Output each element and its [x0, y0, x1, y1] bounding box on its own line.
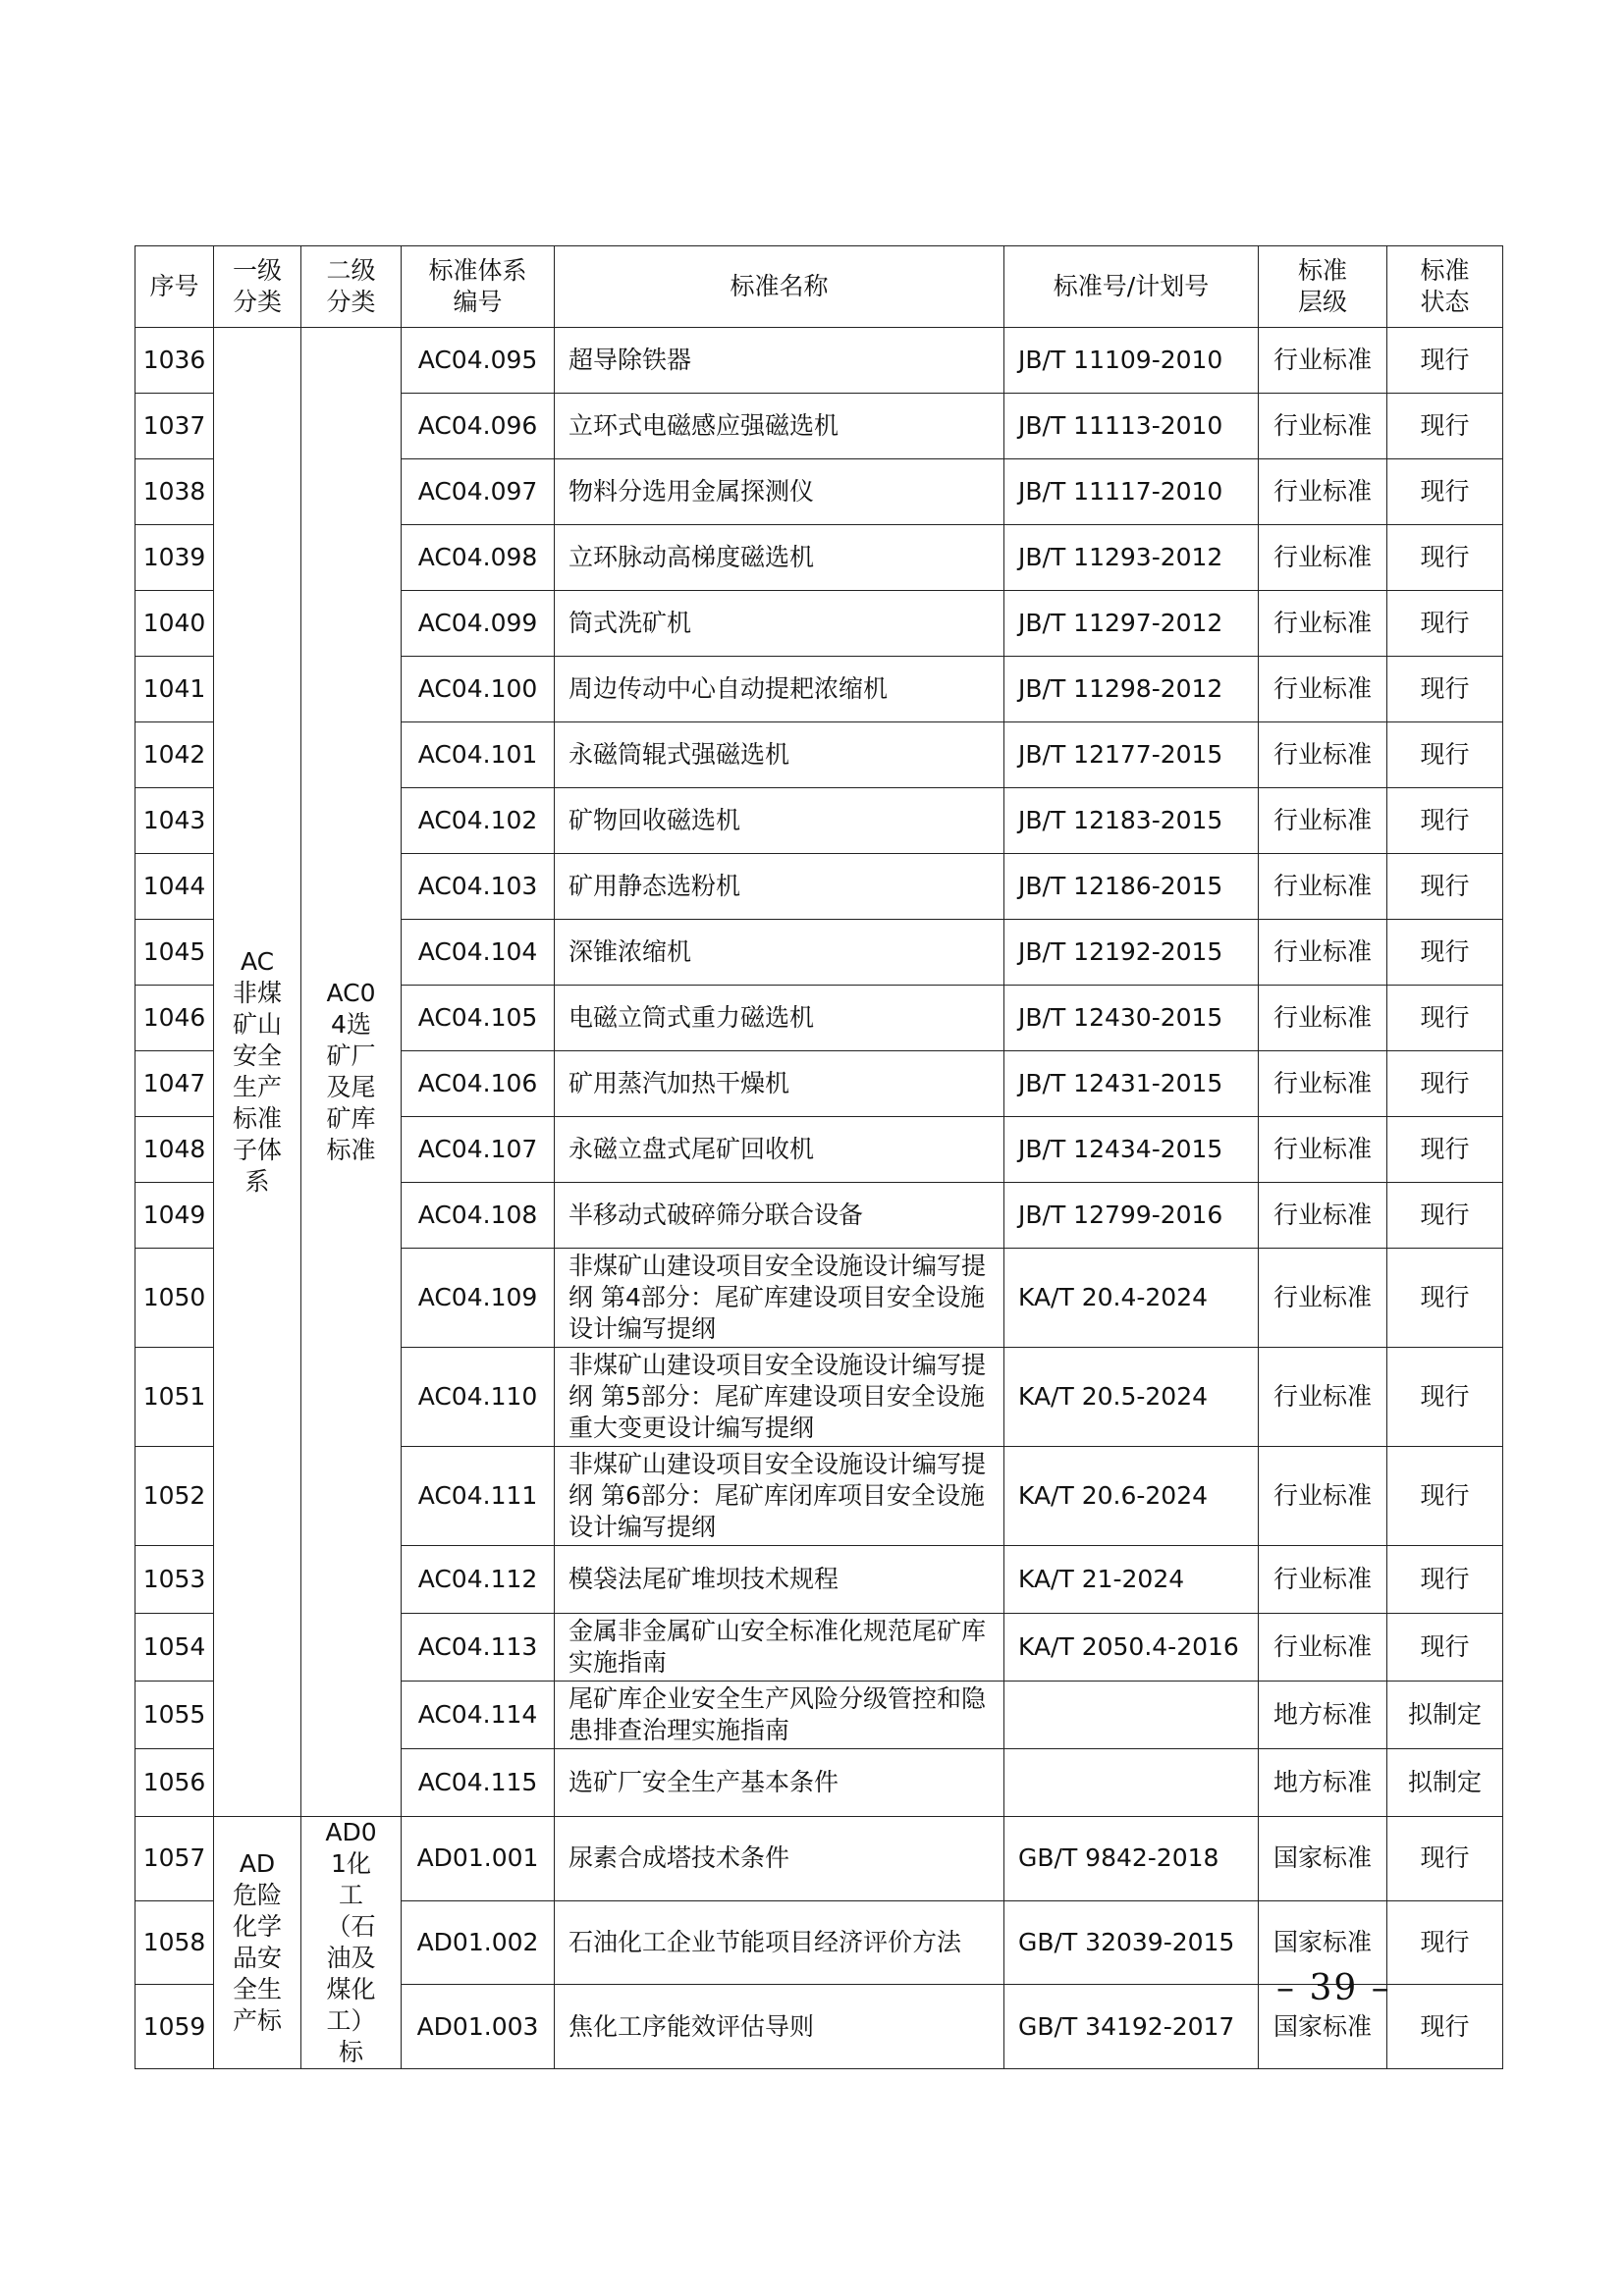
header-level2: 二级分类	[301, 246, 402, 328]
standard-number-cell: JB/T 11117-2010	[1004, 459, 1259, 525]
standard-level-cell: 行业标准	[1259, 1249, 1387, 1348]
system-code-cell: AC04.099	[402, 591, 555, 657]
system-code-cell: AC04.103	[402, 854, 555, 920]
seq-cell: 1051	[135, 1348, 214, 1447]
level1-category-cell	[214, 1817, 301, 2069]
standard-name-cell: 尾矿库企业安全生产风险分级管控和隐患排查治理实施指南	[555, 1682, 1004, 1749]
standard-name-cell: 尿素合成塔技术条件	[555, 1817, 1004, 1901]
standard-status-cell: 现行	[1387, 1985, 1503, 2069]
standard-level-cell: 行业标准	[1259, 591, 1387, 657]
standard-status-cell: 现行	[1387, 788, 1503, 854]
standard-name-cell: 筒式洗矿机	[555, 591, 1004, 657]
standard-status-cell: 现行	[1387, 1614, 1503, 1682]
system-code-cell: AC04.096	[402, 394, 555, 459]
system-code-cell: AC04.112	[402, 1546, 555, 1614]
system-code-cell: AC04.111	[402, 1447, 555, 1546]
standard-status-cell: 现行	[1387, 1900, 1503, 1985]
standard-name-cell: 非煤矿山建设项目安全设施设计编写提纲 第6部分：尾矿库闭库项目安全设施设计编写提纲	[555, 1447, 1004, 1546]
seq-cell: 1037	[135, 394, 214, 459]
standard-level-cell: 国家标准	[1259, 1817, 1387, 1901]
header-std-no: 标准号/计划号	[1004, 246, 1259, 328]
standard-status-cell: 现行	[1387, 657, 1503, 722]
standard-number-cell: KA/T 20.4-2024	[1004, 1249, 1259, 1348]
standard-number-cell: JB/T 12177-2015	[1004, 722, 1259, 788]
standard-name-cell: 非煤矿山建设项目安全设施设计编写提纲 第4部分：尾矿库建设项目安全设施设计编写提纲	[555, 1249, 1004, 1348]
seq-cell: 1054	[135, 1614, 214, 1682]
seq-cell: 1059	[135, 1985, 214, 2069]
seq-cell: 1040	[135, 591, 214, 657]
standard-status-cell: 现行	[1387, 591, 1503, 657]
seq-cell: 1049	[135, 1183, 214, 1249]
level2-category: AD01化工（石油及煤化工）标	[325, 1818, 377, 2066]
system-code-cell: AC04.097	[402, 459, 555, 525]
level2-category-cell	[301, 328, 402, 1817]
system-code-cell: AC04.104	[402, 920, 555, 986]
standard-number-cell: KA/T 21-2024	[1004, 1546, 1259, 1614]
standard-status-cell: 现行	[1387, 1817, 1503, 1901]
standard-level-cell: 行业标准	[1259, 920, 1387, 986]
standard-number-cell: JB/T 12431-2015	[1004, 1051, 1259, 1117]
standard-name-cell: 模袋法尾矿堆坝技术规程	[555, 1546, 1004, 1614]
standard-status-cell: 现行	[1387, 328, 1503, 394]
standard-status-cell: 现行	[1387, 920, 1503, 986]
table-body	[135, 328, 1503, 2069]
level1-category: AD危险化学品安全生产标	[232, 1849, 282, 2035]
system-code-cell: AD01.001	[402, 1817, 555, 1901]
standard-number-cell: JB/T 11113-2010	[1004, 394, 1259, 459]
standard-name-cell: 周边传动中心自动提耙浓缩机	[555, 657, 1004, 722]
standard-level-cell: 行业标准	[1259, 328, 1387, 394]
system-code-cell: AC04.101	[402, 722, 555, 788]
standard-name-cell: 非煤矿山建设项目安全设施设计编写提纲 第5部分：尾矿库建设项目安全设施重大变更设计编写提纲	[555, 1348, 1004, 1447]
standard-number-cell: JB/T 12186-2015	[1004, 854, 1259, 920]
standard-number-cell: KA/T 2050.4-2016	[1004, 1614, 1259, 1682]
system-code-cell: AC04.110	[402, 1348, 555, 1447]
system-code-cell: AC04.107	[402, 1117, 555, 1183]
standard-level-cell: 行业标准	[1259, 525, 1387, 591]
seq-cell: 1044	[135, 854, 214, 920]
standard-number-cell: GB/T 9842-2018	[1004, 1817, 1259, 1901]
system-code-cell: AD01.003	[402, 1985, 555, 2069]
standard-status-cell: 现行	[1387, 1117, 1503, 1183]
seq-cell: 1046	[135, 986, 214, 1051]
standard-status-cell: 拟制定	[1387, 1749, 1503, 1817]
standard-status-cell: 现行	[1387, 1051, 1503, 1117]
seq-cell: 1041	[135, 657, 214, 722]
standard-level-cell: 行业标准	[1259, 1051, 1387, 1117]
standard-level-cell: 行业标准	[1259, 394, 1387, 459]
standard-number-cell: GB/T 34192-2017	[1004, 1985, 1259, 2069]
system-code-cell: AC04.095	[402, 328, 555, 394]
system-code-cell: AC04.115	[402, 1749, 555, 1817]
seq-cell: 1042	[135, 722, 214, 788]
standard-name-cell: 金属非金属矿山安全标准化规范尾矿库实施指南	[555, 1614, 1004, 1682]
standard-level-cell: 行业标准	[1259, 722, 1387, 788]
standard-status-cell: 现行	[1387, 459, 1503, 525]
standard-name-cell: 矿物回收磁选机	[555, 788, 1004, 854]
standard-name-cell: 矿用蒸汽加热干燥机	[555, 1051, 1004, 1117]
standard-number-cell: JB/T 12799-2016	[1004, 1183, 1259, 1249]
standard-level-cell: 国家标准	[1259, 1985, 1387, 2069]
standard-level-cell: 行业标准	[1259, 854, 1387, 920]
standard-number-cell: JB/T 11298-2012	[1004, 657, 1259, 722]
seq-cell: 1057	[135, 1817, 214, 1901]
header-level1: 一级分类	[214, 246, 301, 328]
standard-number-cell: KA/T 20.6-2024	[1004, 1447, 1259, 1546]
system-code-cell: AD01.002	[402, 1900, 555, 1985]
standard-status-cell: 现行	[1387, 1249, 1503, 1348]
standard-name-cell: 石油化工企业节能项目经济评价方法	[555, 1900, 1004, 1985]
header-std-status: 标准状态	[1387, 246, 1503, 328]
standard-number-cell: JB/T 11297-2012	[1004, 591, 1259, 657]
seq-cell: 1036	[135, 328, 214, 394]
header-row	[135, 246, 1503, 328]
standard-level-cell: 行业标准	[1259, 1447, 1387, 1546]
page-number: – 39 –	[1276, 1968, 1391, 2008]
standard-name-cell: 永磁筒辊式强磁选机	[555, 722, 1004, 788]
standard-name-cell: 半移动式破碎筛分联合设备	[555, 1183, 1004, 1249]
system-code-cell: AC04.106	[402, 1051, 555, 1117]
standard-status-cell: 现行	[1387, 1447, 1503, 1546]
system-code-cell: AC04.105	[402, 986, 555, 1051]
standard-name-cell: 立环式电磁感应强磁选机	[555, 394, 1004, 459]
standard-status-cell: 现行	[1387, 525, 1503, 591]
header-seq: 序号	[135, 246, 214, 328]
table-row	[135, 1817, 1503, 1901]
seq-cell: 1055	[135, 1682, 214, 1749]
standard-status-cell: 现行	[1387, 722, 1503, 788]
seq-cell: 1038	[135, 459, 214, 525]
standard-number-cell: KA/T 20.5-2024	[1004, 1348, 1259, 1447]
header-std-level: 标准层级	[1259, 246, 1387, 328]
standard-level-cell: 行业标准	[1259, 986, 1387, 1051]
standard-number-cell: GB/T 32039-2015	[1004, 1900, 1259, 1985]
system-code-cell: AC04.098	[402, 525, 555, 591]
standard-level-cell: 行业标准	[1259, 788, 1387, 854]
standard-status-cell: 现行	[1387, 1183, 1503, 1249]
standard-name-cell: 选矿厂安全生产基本条件	[555, 1749, 1004, 1817]
standard-level-cell: 行业标准	[1259, 1183, 1387, 1249]
system-code-cell: AC04.113	[402, 1614, 555, 1682]
system-code-cell: AC04.100	[402, 657, 555, 722]
standard-status-cell: 现行	[1387, 394, 1503, 459]
standard-level-cell: 地方标准	[1259, 1682, 1387, 1749]
seq-cell: 1056	[135, 1749, 214, 1817]
seq-cell: 1050	[135, 1249, 214, 1348]
standards-table	[135, 245, 1503, 2069]
seq-cell: 1047	[135, 1051, 214, 1117]
standard-status-cell: 现行	[1387, 986, 1503, 1051]
header-name: 标准名称	[555, 246, 1004, 328]
standard-number-cell: JB/T 11109-2010	[1004, 328, 1259, 394]
seq-cell: 1043	[135, 788, 214, 854]
system-code-cell: AC04.109	[402, 1249, 555, 1348]
standard-status-cell: 拟制定	[1387, 1682, 1503, 1749]
seq-cell: 1039	[135, 525, 214, 591]
standard-number-cell: JB/T 12192-2015	[1004, 920, 1259, 986]
standard-status-cell: 现行	[1387, 854, 1503, 920]
standard-level-cell: 行业标准	[1259, 1546, 1387, 1614]
standard-status-cell: 现行	[1387, 1348, 1503, 1447]
standard-name-cell: 物料分选用金属探测仪	[555, 459, 1004, 525]
seq-cell: 1058	[135, 1900, 214, 1985]
standard-level-cell: 行业标准	[1259, 459, 1387, 525]
standard-number-cell: JB/T 12183-2015	[1004, 788, 1259, 854]
standard-name-cell: 深锥浓缩机	[555, 920, 1004, 986]
seq-cell: 1053	[135, 1546, 214, 1614]
system-code-cell: AC04.108	[402, 1183, 555, 1249]
standard-number-cell: JB/T 11293-2012	[1004, 525, 1259, 591]
standard-name-cell: 焦化工序能效评估导则	[555, 1985, 1004, 2069]
system-code-cell: AC04.102	[402, 788, 555, 854]
level2-category-cell	[301, 1817, 402, 2069]
standard-level-cell: 行业标准	[1259, 657, 1387, 722]
seq-cell: 1052	[135, 1447, 214, 1546]
standard-level-cell: 国家标准	[1259, 1900, 1387, 1985]
standard-level-cell: 行业标准	[1259, 1614, 1387, 1682]
standard-name-cell: 超导除铁器	[555, 328, 1004, 394]
standard-name-cell: 立环脉动高梯度磁选机	[555, 525, 1004, 591]
header-system-code: 标准体系编号	[402, 246, 555, 328]
standard-number-cell	[1004, 1749, 1259, 1817]
standard-number-cell	[1004, 1682, 1259, 1749]
seq-cell: 1048	[135, 1117, 214, 1183]
level1-category-cell	[214, 328, 301, 1817]
standard-number-cell: JB/T 12434-2015	[1004, 1117, 1259, 1183]
level2-category: AC04选矿厂及尾矿库标准	[326, 979, 376, 1164]
standard-name-cell: 永磁立盘式尾矿回收机	[555, 1117, 1004, 1183]
standard-name-cell: 矿用静态选粉机	[555, 854, 1004, 920]
standard-name-cell: 电磁立筒式重力磁选机	[555, 986, 1004, 1051]
standard-level-cell: 地方标准	[1259, 1749, 1387, 1817]
standard-level-cell: 行业标准	[1259, 1117, 1387, 1183]
table-row	[135, 328, 1503, 394]
level1-category: AC非煤矿山安全生产标准子体系	[232, 947, 282, 1196]
system-code-cell: AC04.114	[402, 1682, 555, 1749]
standard-number-cell: JB/T 12430-2015	[1004, 986, 1259, 1051]
seq-cell: 1045	[135, 920, 214, 986]
standard-level-cell: 行业标准	[1259, 1348, 1387, 1447]
standard-status-cell: 现行	[1387, 1546, 1503, 1614]
